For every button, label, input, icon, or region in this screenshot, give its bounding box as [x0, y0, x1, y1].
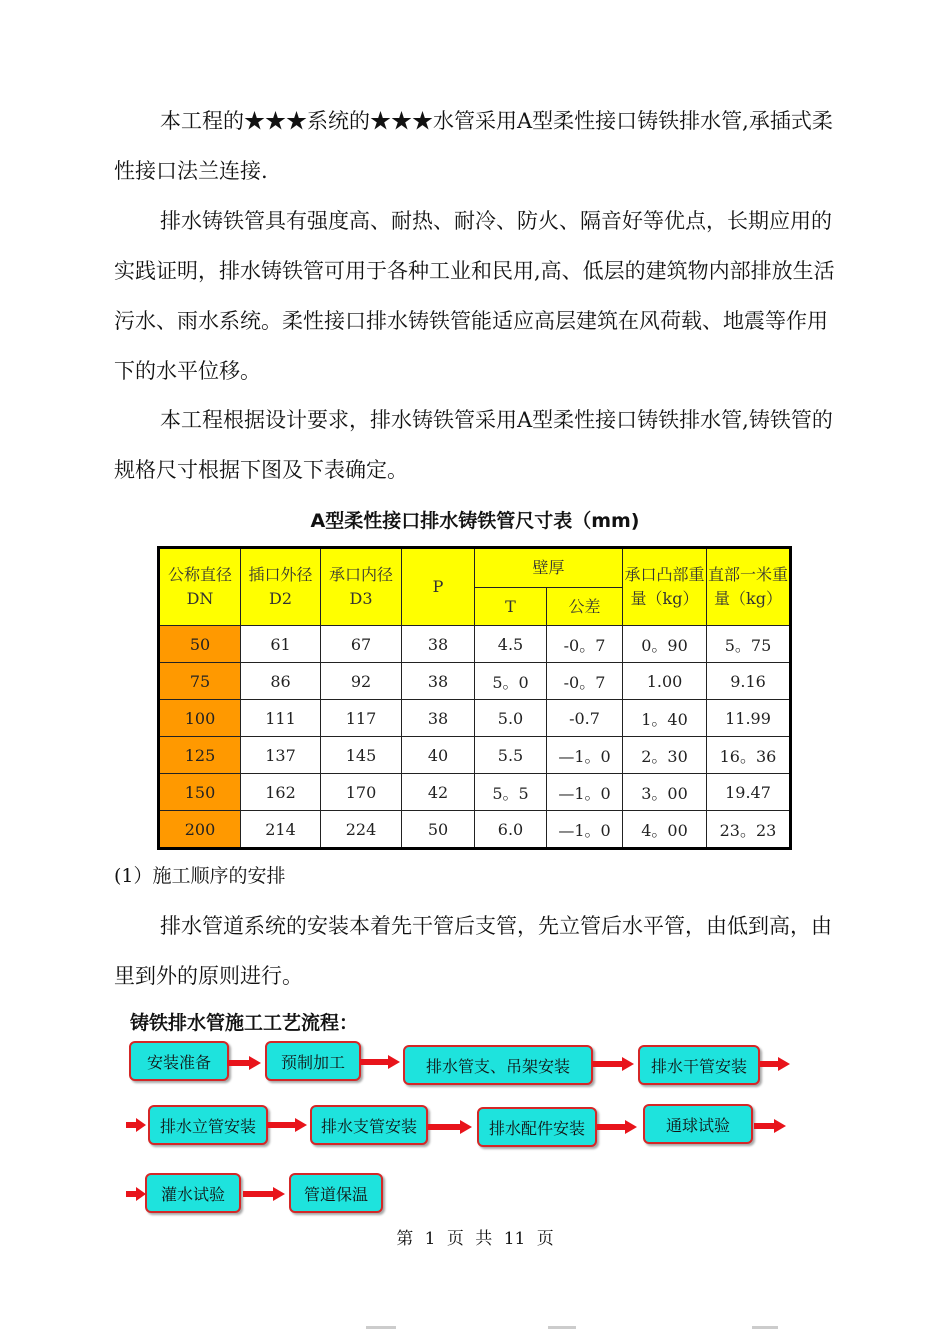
- table-cell: 4.5: [475, 626, 547, 663]
- order-paragraph: 排水管道系统的安装本着先干管后支管，先立管后水平管，由低到高，由里到外的原则进行。: [114, 914, 832, 988]
- flow-arrow: [360, 1055, 400, 1069]
- flow-step-insulation: 管道保温: [289, 1173, 383, 1213]
- table-cell: 9.16: [707, 663, 791, 700]
- table-cell: 111: [241, 700, 321, 737]
- scan-mark: [366, 1326, 396, 1329]
- table-cell: 23。23: [707, 811, 791, 849]
- flow-step-prep: 安装准备: [129, 1041, 229, 1081]
- flow-arrow: [243, 1187, 285, 1201]
- flow-arrow: [126, 1118, 146, 1132]
- table-cell: 170: [321, 774, 402, 811]
- flow-step-main-pipe: 排水干管安装: [638, 1045, 760, 1085]
- table-cell: 19.47: [707, 774, 791, 811]
- page-footer: 第 1 页 共 11 页: [396, 1229, 554, 1249]
- table-title: A型柔性接口排水铸铁管尺寸表（mm): [310, 510, 640, 532]
- table-cell: 214: [241, 811, 321, 849]
- table-cell: 86: [241, 663, 321, 700]
- table-cell: 92: [321, 663, 402, 700]
- advantages-paragraph: 排水铸铁管具有强度高、耐热、耐冷、防火、隔音好等优点，长期应用的实践证明，排水铸铁管可用于各种工业和民用,高、低层的建筑物内部排放生活污水、雨水系统。柔性接口排水铸铁管能适应高层建筑在风荷载、地震等作用下的水平位移。: [114, 209, 835, 383]
- table-cell: 0。90: [623, 626, 707, 663]
- flow-step-branch: 排水支管安装: [310, 1105, 428, 1145]
- table-row: [159, 737, 791, 774]
- table-cell: -0。7: [547, 626, 623, 663]
- table-cell: 162: [241, 774, 321, 811]
- table-cell: 5.0: [475, 700, 547, 737]
- table-cell: 125: [159, 737, 241, 774]
- table-row: [159, 811, 791, 849]
- table-cell: 6.0: [475, 811, 547, 849]
- flow-arrow: [428, 1120, 472, 1134]
- flow-step-water-test: 灌水试验: [145, 1173, 241, 1213]
- table-cell: -0。7: [547, 663, 623, 700]
- section-heading: (1）施工顺序的安排: [114, 865, 286, 887]
- table-cell: —1。0: [547, 737, 623, 774]
- header-t: T: [475, 588, 547, 626]
- header-p: P: [402, 548, 475, 626]
- table-row: [159, 700, 791, 737]
- table-row: [159, 626, 791, 663]
- header-tolerance: 公差: [547, 588, 623, 626]
- table-cell: —1。0: [547, 774, 623, 811]
- table-cell: 11.99: [707, 700, 791, 737]
- header-dn: 公称直径DN: [159, 548, 241, 626]
- table-cell: 16。36: [707, 737, 791, 774]
- flow-title: 铸铁排水管施工工艺流程：: [130, 1012, 359, 1034]
- table-cell: 50: [402, 811, 475, 849]
- table-cell: 40: [402, 737, 475, 774]
- table-cell: 5。0: [475, 663, 547, 700]
- table-row: [159, 663, 791, 700]
- table-cell: 38: [402, 663, 475, 700]
- table-cell: —1。0: [547, 811, 623, 849]
- spec-table: [157, 546, 792, 850]
- table-cell: 61: [241, 626, 321, 663]
- header-wall: 壁厚: [475, 548, 623, 588]
- table-cell: 42: [402, 774, 475, 811]
- table-cell: 5.5: [475, 737, 547, 774]
- flow-step-prefab: 预制加工: [265, 1041, 361, 1081]
- table-cell: -0.7: [547, 700, 623, 737]
- flow-arrow: [597, 1120, 637, 1134]
- flow-arrow: [760, 1057, 790, 1071]
- flow-step-ball-test: 通球试验: [643, 1104, 753, 1144]
- table-cell: 75: [159, 663, 241, 700]
- scan-mark: [548, 1326, 576, 1329]
- flow-arrow: [227, 1056, 261, 1070]
- table-cell: 5。5: [475, 774, 547, 811]
- table-cell: 4。00: [623, 811, 707, 849]
- flow-step-fittings: 排水配件安装: [477, 1107, 597, 1147]
- table-cell: 38: [402, 700, 475, 737]
- table-cell: 150: [159, 774, 241, 811]
- flow-arrow: [592, 1057, 634, 1071]
- table-cell: 100: [159, 700, 241, 737]
- header-meter-weight: 直部一米重量（kg）: [707, 548, 791, 626]
- flow-step-riser: 排水立管安装: [148, 1105, 268, 1145]
- table-cell: 1。40: [623, 700, 707, 737]
- table-cell: 145: [321, 737, 402, 774]
- scan-mark: [752, 1326, 778, 1329]
- table-cell: 137: [241, 737, 321, 774]
- header-d2: 插口外径D2: [241, 548, 321, 626]
- header-socket-weight: 承口凸部重量（kg）: [623, 548, 707, 626]
- flow-arrow: [267, 1118, 307, 1132]
- table-cell: 200: [159, 811, 241, 849]
- table-cell: 3。00: [623, 774, 707, 811]
- intro-paragraph: 本工程的★★★系统的★★★水管采用A型柔性接口铸铁排水管,承插式柔性接口法兰连接.: [114, 109, 833, 183]
- table-cell: 2。30: [623, 737, 707, 774]
- table-cell: 5。75: [707, 626, 791, 663]
- header-d3: 承口内径D3: [321, 548, 402, 626]
- requirement-paragraph: 本工程根据设计要求，排水铸铁管采用A型柔性接口铸铁排水管,铸铁管的规格尺寸根据下图及下表确定。: [114, 408, 833, 482]
- table-cell: 117: [321, 700, 402, 737]
- table-cell: 224: [321, 811, 402, 849]
- table-cell: 1.00: [623, 663, 707, 700]
- table-cell: 50: [159, 626, 241, 663]
- flow-arrow: [754, 1119, 786, 1133]
- flow-step-support: 排水管支、吊架安装: [403, 1045, 593, 1085]
- table-cell: 38: [402, 626, 475, 663]
- flow-arrow: [126, 1187, 146, 1201]
- table-row: [159, 774, 791, 811]
- table-cell: 67: [321, 626, 402, 663]
